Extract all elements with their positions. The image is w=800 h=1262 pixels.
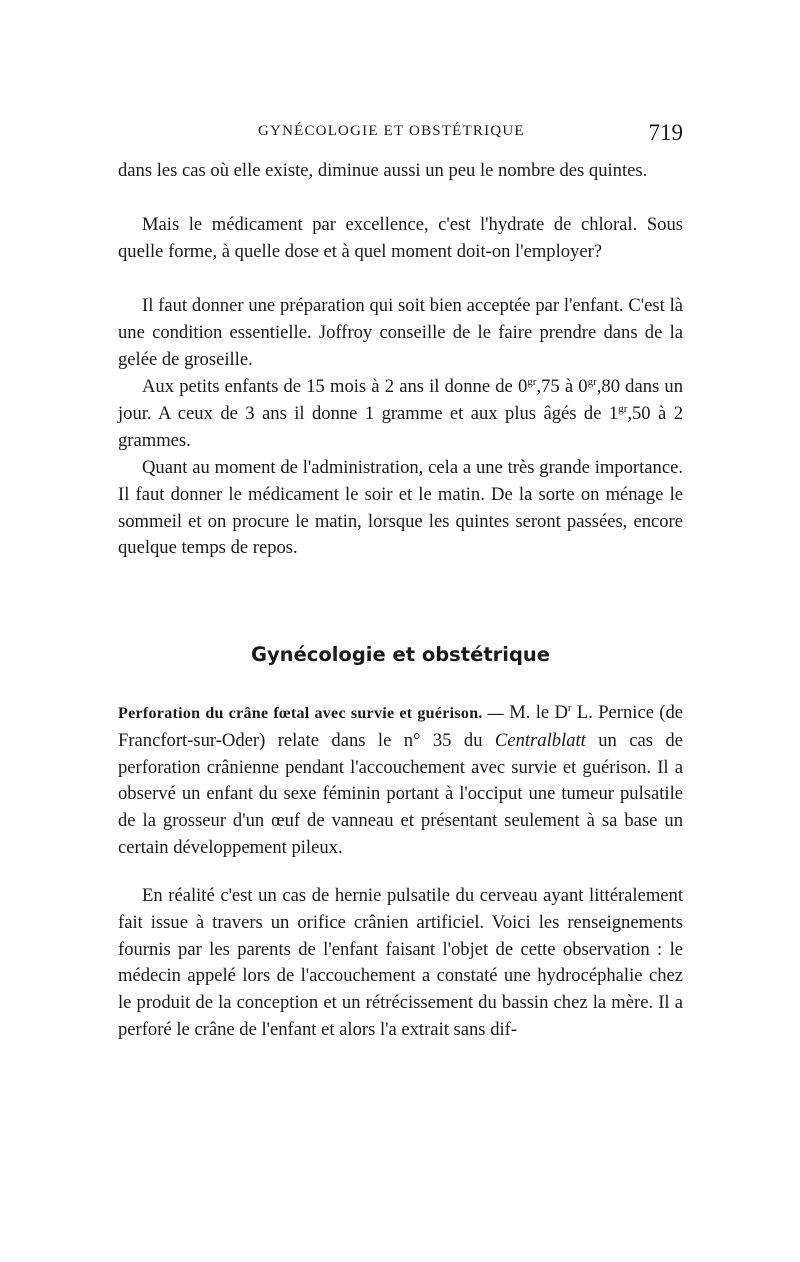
- paragraph-5: Quant au moment de l'administration, cela a une très grande importance. Il faut donner le médicament le soir et le matin. De la sorte on ménage le sommeil et on procure le matin, lorsque les quintes seront passées, encore quelque temps de repos.: [118, 457, 683, 559]
- p6-text-c: un cas de perforation crânienne pendant l'accouchement avec survie et guérison. Il a observé un enfant du sexe féminin portant à l'occiput une tumeur pulsatile de la grosseur d'un œuf de vanneau et présentant seulement à sa base un certain développement pileux.: [118, 729, 683, 858]
- paragraph-7: En réalité c'est un cas de hernie pulsatile du cerveau ayant littéralement fait issue à travers un orifice crânien artificiel. Voici les renseignements fournis par les parents de l'enfant faisant l'objet de cette observation : le médecin appelé lors de l'accouchement a constaté une hydrocéphalie chez le produit de la conception et un rétrécissement du bassin chez la mère. Il a perforé le crâne de l'enfant et alors l'a extrait sans dif-: [118, 885, 683, 1040]
- gram-abbrev-1: gr: [527, 375, 537, 388]
- gram-abbrev-2: gr: [587, 375, 597, 388]
- dose-text-b: ,75 à 0: [536, 376, 588, 397]
- paragraph-3: Il faut donner une préparation qui soit bien acceptée par l'enfant. C'est là une condition essentielle. Joffroy conseille de le faire prendre dans de la gelée de groseille.: [118, 295, 683, 370]
- journal-name: Centralblatt: [494, 729, 586, 751]
- doctor-abbrev: r: [567, 701, 572, 714]
- paragraph-2: Mais le médicament par excellence, c'est l'hydrate de chloral. Sous quelle forme, à quelle dose et à quel moment doit-on l'employer?: [118, 214, 683, 262]
- dose-text-d: ,50 à 2 grammes.: [118, 402, 683, 451]
- dose-text-c: ,80 dans un jour. A ceux de 3 ans il donne 1 gramme et aux plus âgés de 1: [118, 376, 684, 424]
- paragraph-4: [118, 374, 683, 454]
- p6-text-b: L. Pernice (de Francfort-sur-Oder) relate dans le n° 35 du: [118, 702, 683, 751]
- p6-text-a: M. le D: [503, 702, 568, 723]
- running-head: [118, 120, 683, 144]
- page-number: 719: [648, 120, 683, 145]
- section-heading: Gynécologie et obstétrique: [250, 643, 551, 666]
- gram-abbrev-3: gr: [618, 402, 628, 415]
- article-title: Perforation du crâne fœtal avec survie et guérison. —: [118, 705, 504, 722]
- paragraph-6: [118, 700, 683, 862]
- running-title: GYNÉCOLOGIE ET OBSTÉTRIQUE: [258, 123, 525, 139]
- dose-text-a: Aux petits enfants de 15 mois à 2 ans il donne de 0: [142, 376, 528, 397]
- paragraph-1: dans les cas où elle existe, diminue aussi un peu le nombre des quintes.: [118, 160, 648, 181]
